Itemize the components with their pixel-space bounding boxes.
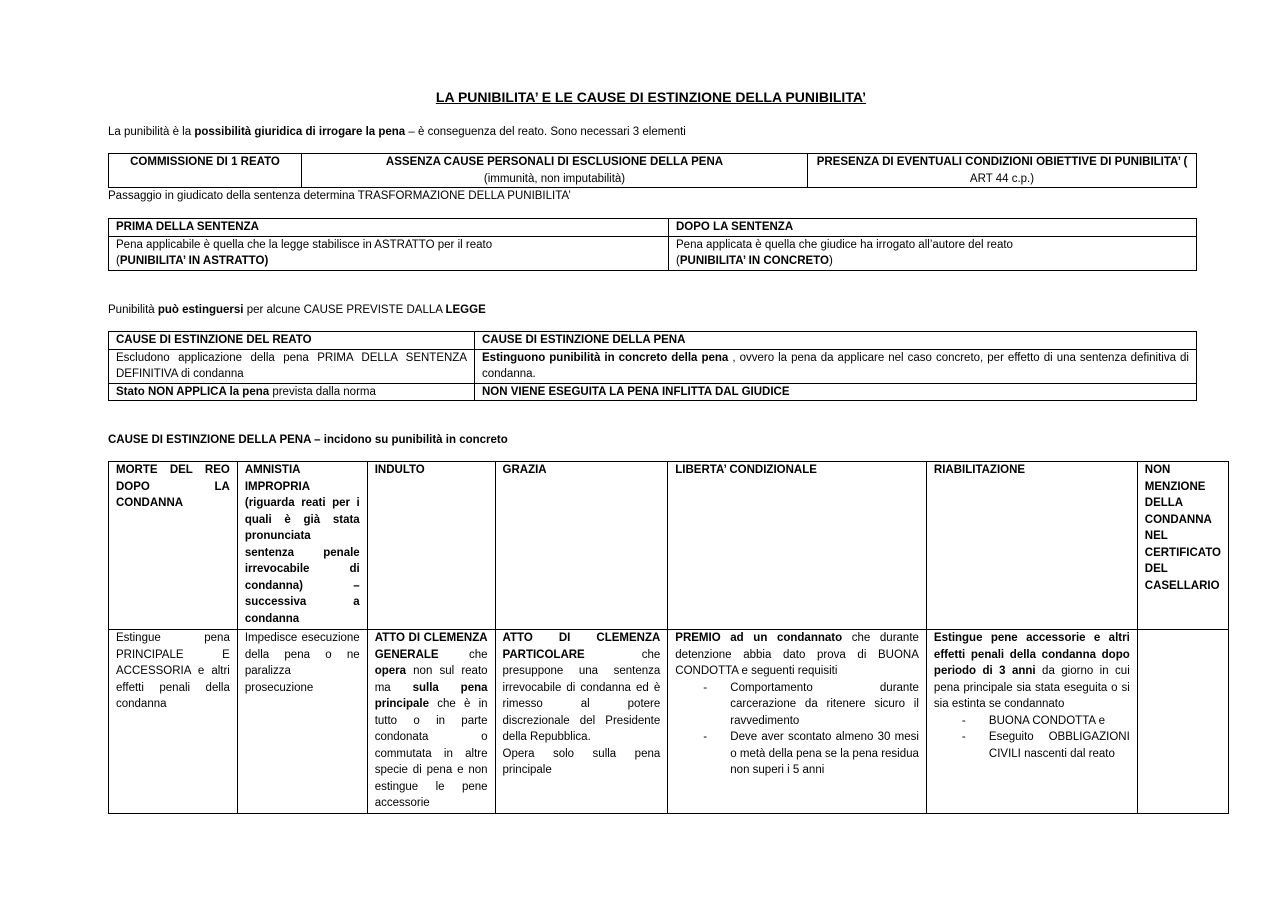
header-amnistia: AMNISTIA IMPROPRIA (riguarda reati per i quali è già stata pronunciata sentenza penale irrevocabile di condanna) – successiva a condanna <box>237 462 367 630</box>
cause-pena-cell: Estinguono punibilità in concreto della pena , ovvero la pena da applicare nel caso concreto, per effetto di una sentenza definitiva di condanna. <box>475 349 1197 383</box>
cell-riabilitazione: Estingue pene accessorie e altri effetti penali della condanna dopo periodo di 3 anni da giorno in cui pena principale sia stata eseguita o si sia estinta se condannato - BUONA CONDOTTA e - Eseguito OBBLIGAZIONI CIVILI nascenti dal reato <box>926 630 1137 814</box>
cell-morte: Estingue pena PRINCIPALE E ACCESSORIA e altri effetti penali della condanna <box>109 630 238 814</box>
list-item: - Deve aver scontato almeno 30 mesi o metà della pena se la pena residua non superi i 5 anni <box>730 729 919 779</box>
element-presenza: PRESENZA DI EVENTUALI CONDIZIONI OBIETTIVE DI PUNIBILITA’ ( ART 44 c.p.) <box>808 154 1197 188</box>
passaggio-text: Passaggio in giudicato della sentenza determina TRASFORMAZIONE DELLA PUNIBILITA’ <box>108 190 571 202</box>
cause-reato-cell: Escludono applicazione della pena PRIMA DELLA SENTENZA DEFINITIVA di condanna <box>109 349 475 383</box>
pena-table <box>108 461 1229 814</box>
header-indulto: INDULTO <box>367 462 495 630</box>
liberta-requisiti-list <box>675 680 919 779</box>
sentenza-table <box>108 218 1197 271</box>
prima-header: PRIMA DELLA SENTENZA <box>109 219 669 237</box>
list-item: - BUONA CONDOTTA e <box>989 713 1130 730</box>
dopo-cell: Pena applicata è quella che giudice ha irrogato all’autore del reato (PUNIBILITA’ IN CONCRETO) <box>669 236 1197 270</box>
page-title: LA PUNIBILITA’ E LE CAUSE DI ESTINZIONE DELLA PUNIBILITA’ <box>435 89 867 105</box>
dopo-header: DOPO LA SENTENZA <box>669 219 1197 237</box>
cell-non-menzione <box>1137 630 1228 814</box>
cell-liberta: PREMIO ad un condannato che durante detenzione abbia dato prova di BUONA CONDOTTA e seguenti requisiti - Comportamento durante carcerazione da ritenere sicuro il ravvedimento - Deve aver scontato almeno 30 mesi o metà della pena se la pena residua non superi i 5 anni <box>668 630 927 814</box>
header-grazia: GRAZIA <box>495 462 668 630</box>
intro-paragraph <box>108 124 1208 141</box>
intro-text: La punibilità è la <box>108 126 195 138</box>
intro-bold: possibilità giuridica di irrogare la pena <box>194 126 406 138</box>
cause-table <box>108 331 1197 401</box>
list-item: - Eseguito OBBLIGAZIONI CIVILI nascenti dal reato <box>989 729 1130 762</box>
header-morte: MORTE DEL REO DOPO LA CONDANNA <box>109 462 238 630</box>
cause-reato-header: CAUSE DI ESTINZIONE DEL REATO <box>109 332 475 350</box>
elements-table <box>108 153 1197 188</box>
riabilitazione-requisiti-list <box>934 713 1130 763</box>
header-liberta: LIBERTA’ CONDIZIONALE <box>668 462 927 630</box>
cell-indulto: ATTO DI CLEMENZA GENERALE che opera non sul reato ma sulla pena principale che è in tutto o in parte condonata o commutata in altre specie di pena e non estingue le pene accessorie <box>367 630 495 814</box>
cell-grazia: ATTO DI CLEMENZA PARTICOLARE che presuppone una sentenza irrevocabile di condanna ed è rimesso al potere discrezionale del Presidente della Repubblica. Opera solo sulla pena principale <box>495 630 668 814</box>
header-non-menzione: NON MENZIONE DELLA CONDANNA NEL CERTIFICATO DEL CASELLARIO <box>1137 462 1228 630</box>
list-item: - Comportamento durante carcerazione da ritenere sicuro il ravvedimento <box>730 680 919 730</box>
estinguersi-paragraph: Punibilità può estinguersi per alcune CAUSE PREVISTE DALLA LEGGE <box>108 304 486 316</box>
intro-text-end: – è conseguenza del reato. Sono necessari 3 elementi <box>405 126 686 138</box>
pena-heading: CAUSE DI ESTINZIONE DELLA PENA – incidono su punibilità in concreto <box>108 434 508 446</box>
cause-pena-header: CAUSE DI ESTINZIONE DELLA PENA <box>475 332 1197 350</box>
non-eseguita-cell: NON VIENE ESEGUITA LA PENA INFLITTA DAL GIUDICE <box>475 383 1197 401</box>
prima-cell: Pena applicabile è quella che la legge stabilisce in ASTRATTO per il reato (PUNIBILITA’ IN ASTRATTO) <box>109 236 669 270</box>
stato-cell: Stato NON APPLICA la pena prevista dalla norma <box>109 383 475 401</box>
element-commissione: COMMISSIONE DI 1 REATO <box>109 154 302 188</box>
header-riabilitazione: RIABILITAZIONE <box>926 462 1137 630</box>
cell-amnistia: Impedisce esecuzione della pena o ne paralizza prosecuzione <box>237 630 367 814</box>
element-assenza: ASSENZA CAUSE PERSONALI DI ESCLUSIONE DELLA PENA (immunità, non imputabilità) <box>302 154 808 188</box>
